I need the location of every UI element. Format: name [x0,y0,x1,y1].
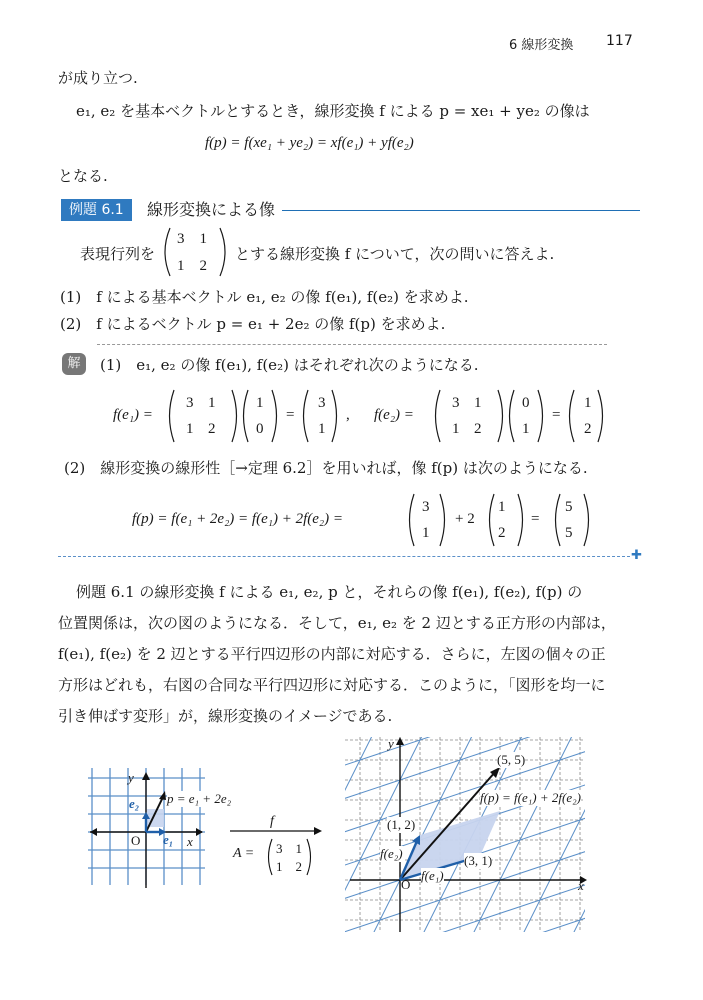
fe1-m-b: 1 [208,395,216,411]
right-skew-line-e1 [340,880,590,937]
left-e1-label: e₁ [163,832,174,847]
right-x-label: x [578,878,584,893]
solution-end-rule [58,556,630,557]
fe1-eq: = [286,407,295,423]
fe1-lhs: f(e₁) = [113,407,153,423]
solution-1-intro: (1) e₁, e₂ の像 f(e₁), f(e₂) はそれぞれ次のようになる. [100,356,479,374]
fp-v3-y: 5 [565,525,573,541]
example-badge: 例題 6.1 [61,199,132,221]
left-origin: O [131,833,141,848]
stmt-matrix-row1: 3 1 [177,231,208,247]
para-line2: 位置関係は，次の図のようになる．そして，e₁, e₂ を 2 辺とする正方形の内部は， [58,614,616,632]
para-line4: 方形はどれも，右図の合同な平行四辺形に対応する．このように，「図形を均一に [58,676,606,694]
fe1-m-c: 1 [186,421,194,437]
fe1-r-x: 3 [318,395,326,411]
intro-line2: e₁, e₂ を基本ベクトルとするとき，線形変換 f による p = xe₁ + ye₂ の像は [76,102,590,120]
left-grid-figure [80,760,210,890]
fp-v1-x: 3 [422,499,430,515]
label-fe2: f(e₂) [380,846,403,861]
example-rule [282,210,640,211]
right-skew-line-e1 [340,920,590,937]
fe-comma: , [346,407,350,423]
para-line3: f(e₁), f(e₂) を 2 辺とする平行四辺形の内部に対応する．さらに，左図の個々の正 [58,645,606,663]
end-mark: ✚ [631,548,642,563]
label-3-1: (3, 1) [464,853,493,868]
left-y-label: y [128,770,134,785]
fe2-m-a: 3 [452,395,460,411]
fp-v2-x: 1 [498,499,506,515]
fe2-lhs: f(e₂) = [374,407,414,423]
running-header [509,34,573,53]
right-origin: O [401,877,411,892]
right-grid-figure [340,732,590,937]
fe2-m-b: 1 [474,395,482,411]
right-skew-line-e1 [340,732,590,760]
fe2-r-x: 1 [584,395,592,411]
fp-eq: = [531,511,540,527]
fe1-r-y: 1 [318,421,326,437]
solution-2-intro: (2) 線形変換の線形性［→定理 6.2］を用いれば，像 f(p) は次のようになる. [64,459,588,477]
right-skew-line-e2 [340,732,360,937]
map-arrow [230,825,325,837]
fe2-m-d: 2 [474,421,482,437]
chapter-title: 6 線形変換 [509,38,574,53]
right-y-label: y [388,736,394,751]
fp-v1-y: 1 [422,525,430,541]
fp-v3-x: 5 [565,499,573,515]
fe2-m-c: 1 [452,421,460,437]
fe1-e1-x: 1 [256,395,264,411]
para-line1: 例題 6.1 の線形変換 f による e₁, e₂, p と，それらの像 f(e₁), f(e₂), f(p) の [76,583,583,601]
question-divider [97,344,607,345]
label-5-5: (5, 5) [497,752,526,767]
intro-line3: となる. [58,167,108,185]
fe1-e1-y: 0 [256,421,264,437]
label-fp: f(p) = f(e₁) + 2f(e₂) [480,790,581,805]
example-stmt-prefix: 表現行列を [80,245,156,263]
example-stmt-suffix: とする線形変換 f について，次の問いに答えよ. [235,245,555,263]
left-e2-label: e₂ [129,796,140,811]
intro-line1: が成り立つ. [58,69,138,87]
question-1: (1) f による基本ベクトル e₁, e₂ の像 f(e₁), f(e₂) を求めよ. [60,288,469,306]
fp-lhs: f(p) = f(e₁ + 2e₂) = f(e₁) + 2f(e₂) = [132,511,343,527]
label-fe1: f(e₁) [421,868,444,883]
map-A-row1: 3 1 [276,841,303,856]
map-A-row2: 1 2 [276,859,303,874]
intro-formula: f(p) = f(xe₁ + ye₂) = xf(e₁) + yf(e₂) [205,135,414,151]
fe2-r-y: 2 [584,421,592,437]
label-1-2: (1, 2) [387,817,416,832]
para-line5: 引き伸ばす変形」が，線形変換のイメージである. [58,707,393,725]
example-title: 線形変換による像 [147,200,276,219]
map-A-label: A = [233,846,255,861]
fe1-brackets [165,388,375,444]
stmt-matrix-row2: 1 2 [177,258,208,274]
solution-badge: 解 [62,353,86,375]
fe1-m-d: 2 [208,421,216,437]
page-number: 117 [606,33,633,49]
right-skew-line-e2 [560,732,590,937]
left-p-label: p = e₁ + 2e₂ [167,791,232,806]
fe2-e2-y: 1 [522,421,530,437]
left-x-label: x [187,834,193,849]
fe2-e2-x: 0 [522,395,530,411]
question-2: (2) f によるベクトル p = e₁ + 2e₂ の像 f(p) を求めよ. [60,315,446,333]
map-f-label: f [270,814,274,829]
fp-plus2: + 2 [455,511,475,527]
fe1-m-a: 3 [186,395,194,411]
fe2-eq: = [552,407,561,423]
fe2-brackets [431,388,651,444]
fp-v2-y: 2 [498,525,506,541]
